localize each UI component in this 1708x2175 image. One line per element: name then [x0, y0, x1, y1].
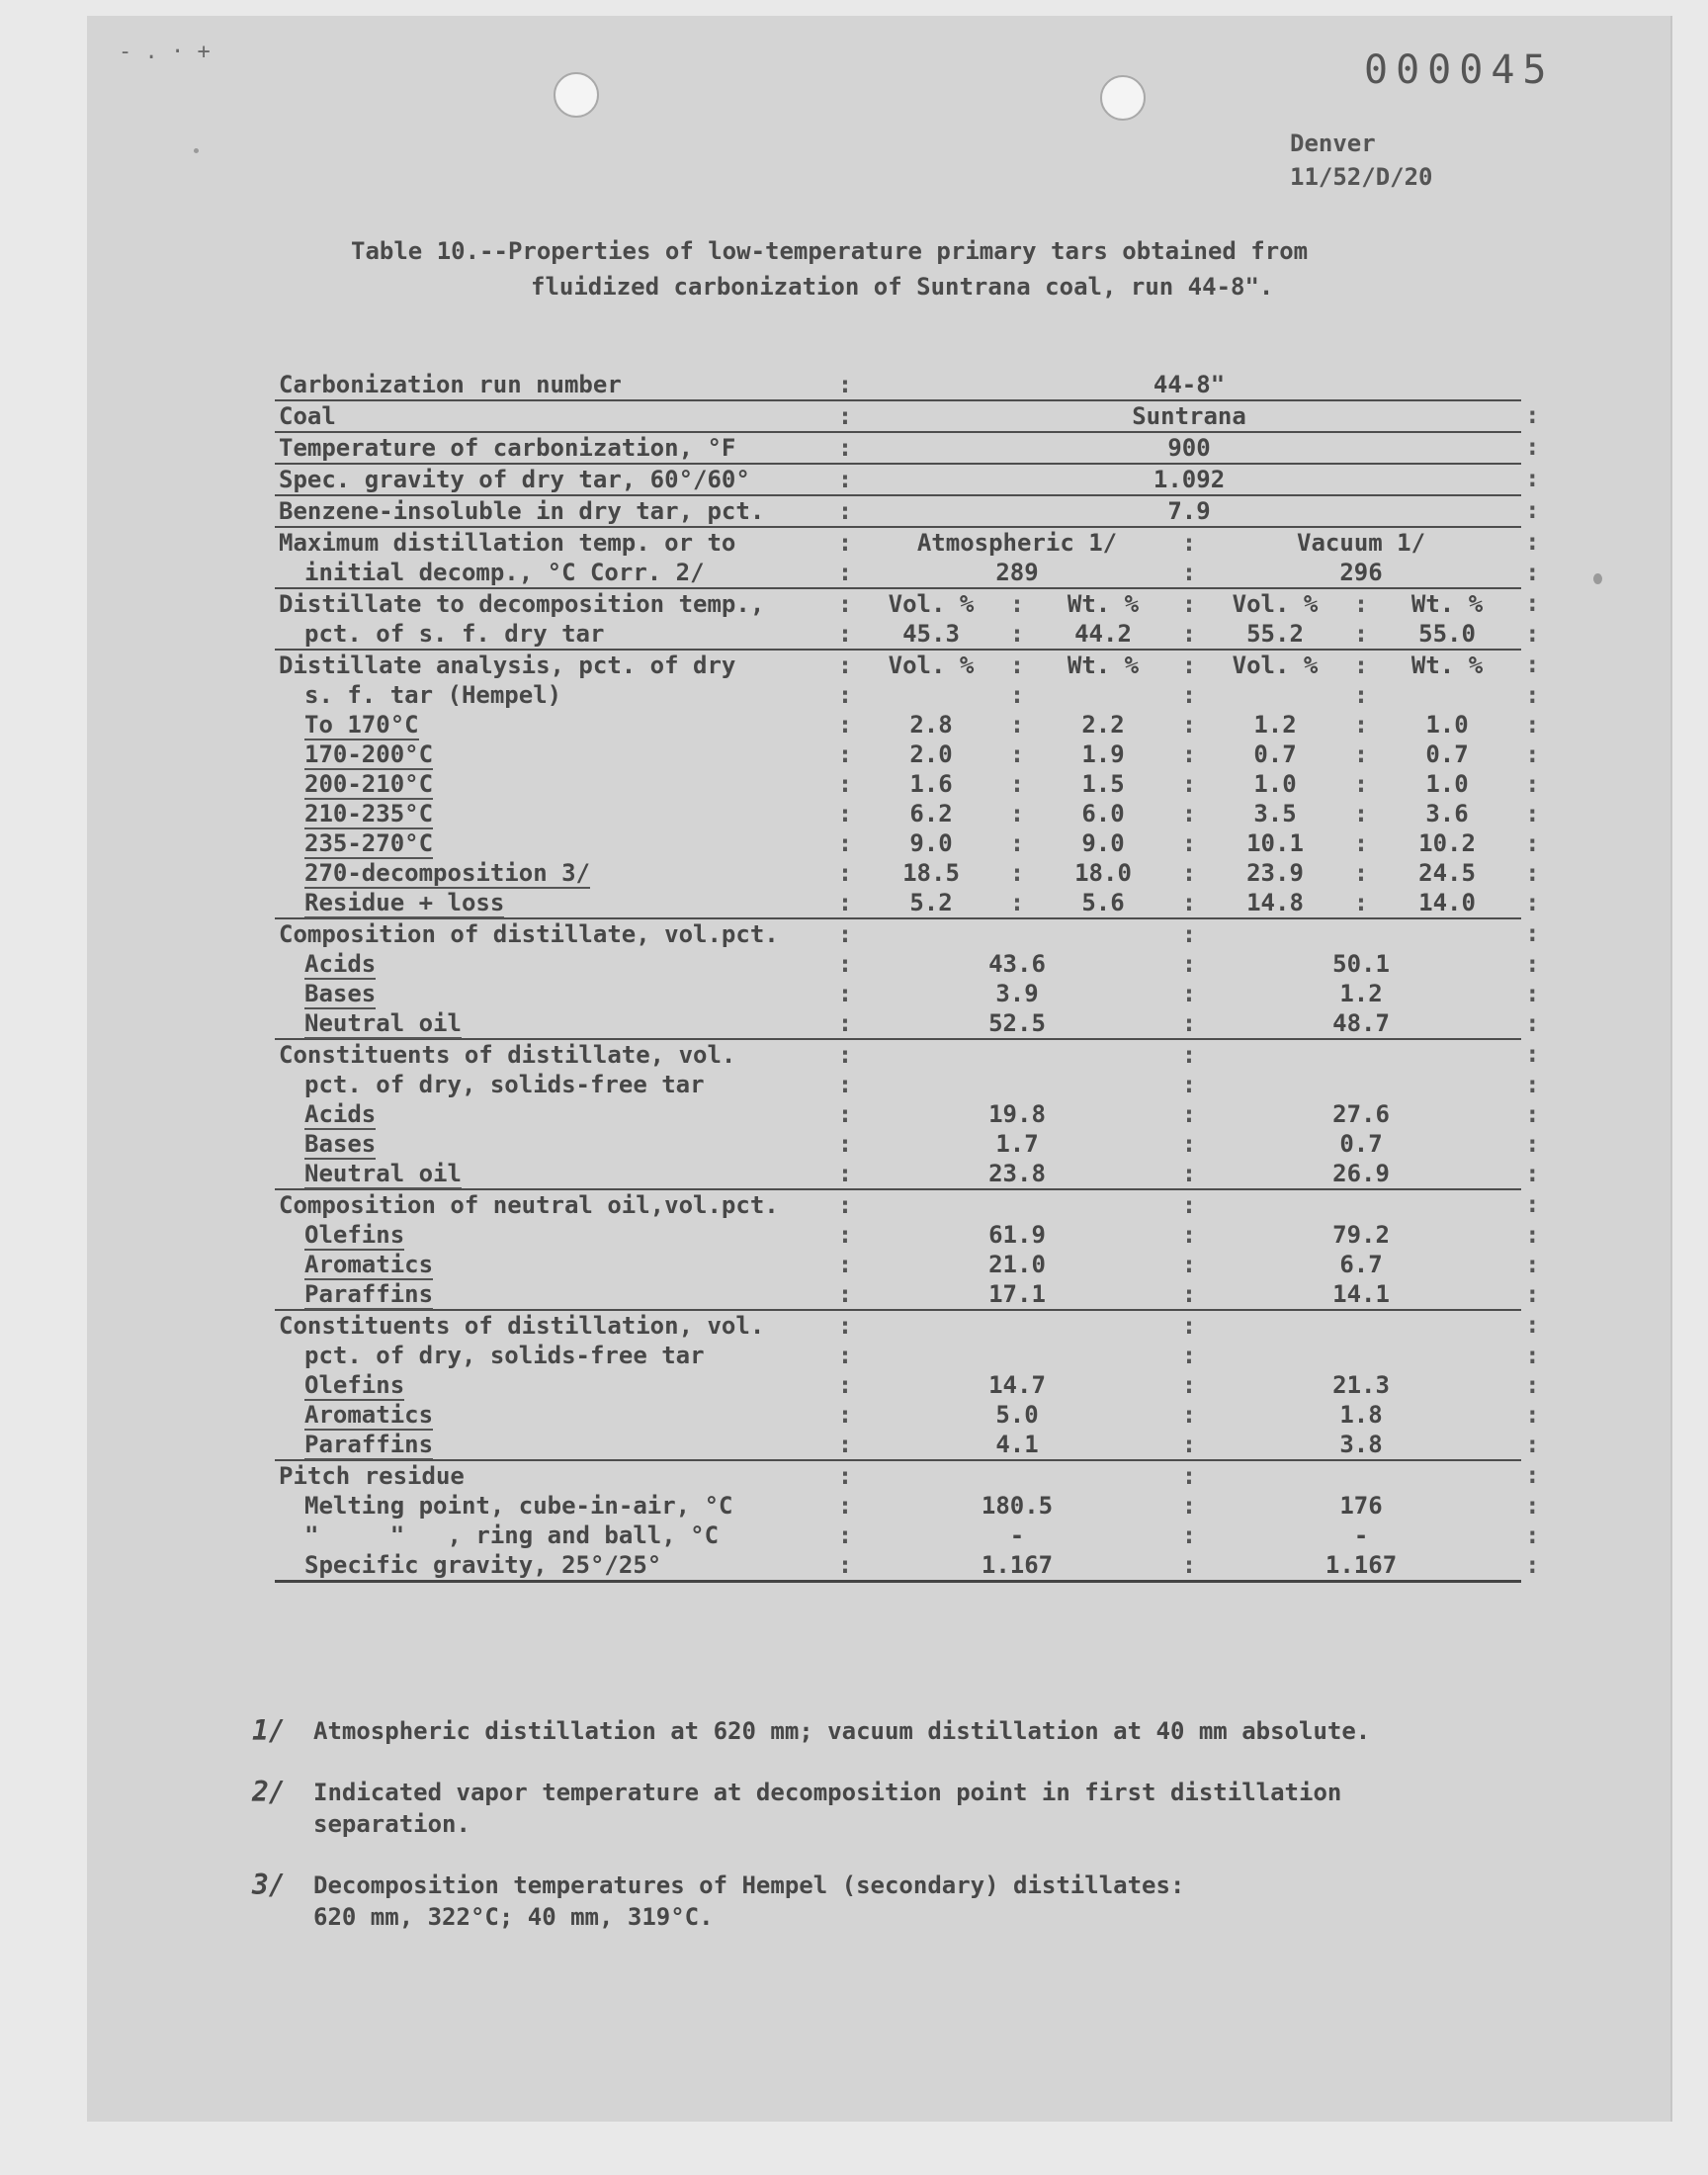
table-row: Melting point, cube-in-air, °C : 180.5 : 176 : [275, 1491, 1541, 1521]
cell-value: 1.9 [1081, 740, 1125, 768]
row-label: Spec. gravity of dry tar, 60°/60° [275, 464, 833, 495]
table-caption [351, 233, 1488, 304]
row-label: Distillate to decomposition temp., [279, 590, 765, 618]
cell-value: 48.7 [1201, 1008, 1521, 1039]
row-label: Distillate analysis, pct. of dry [279, 652, 736, 679]
table-row: Residue + loss : 5.2 : 5.6 : 14.8 : 14.0 : [275, 888, 1541, 918]
cell-value: 0.7 [1425, 740, 1469, 768]
footnote-text: Indicated vapor temperature at decomposition point in first distillation separation. [313, 1779, 1342, 1838]
table-row: 200-210°C : 1.6 : 1.5 : 1.0 : 1.0 : [275, 769, 1541, 799]
footnote-number: 3/ [252, 1869, 286, 1901]
row-label: Aromatics [304, 1251, 434, 1278]
table-row: Neutral oil : 52.5 : 48.7 : [275, 1008, 1541, 1039]
row-label: Temperature of carbonization, °F [275, 432, 833, 464]
cell-value: 23.9 [1246, 859, 1304, 887]
cell-value: 21.0 [988, 1251, 1046, 1278]
table-row: Benzene-insoluble in dry tar, pct. : 7.9 : [275, 495, 1541, 527]
cell-value: 24.5 [1418, 859, 1476, 887]
row-label: s. f. tar (Hempel) [304, 681, 562, 709]
cell-value: 43.6 [988, 950, 1046, 978]
table-row: Acids : 43.6 : 50.1 : [275, 949, 1541, 979]
cell-value: 19.8 [988, 1100, 1046, 1128]
row-value: 296 [1201, 558, 1521, 588]
row-label: Olefins [304, 1371, 405, 1399]
table-row: Spec. gravity of dry tar, 60°/60° : 1.092 : [275, 464, 1541, 495]
cell-value: 6.7 [1339, 1251, 1383, 1278]
table-row: Specific gravity, 25°/25° : 1.167 : 1.167 : [275, 1550, 1541, 1582]
row-label: Benzene-insoluble in dry tar, pct. [275, 495, 833, 527]
row-value: 289 [857, 558, 1177, 588]
cell-value: 17.1 [857, 1279, 1177, 1310]
caption-line-2: fluidized carbonization of Suntrana coal, run 44-8". [531, 273, 1274, 301]
cell-value: 1.2 [1253, 711, 1297, 739]
cell-value: 2.0 [909, 740, 953, 768]
section-label: Composition of neutral oil,vol.pct. [279, 1191, 779, 1219]
cell-value: 23.8 [857, 1159, 1177, 1189]
cell-value: 14.0 [1373, 888, 1521, 918]
properties-table [275, 370, 1541, 1583]
cell-value: 1.0 [1425, 770, 1469, 798]
row-label: Carbonization run number [275, 370, 833, 400]
footnote-text: Atmospheric distillation at 620 mm; vacuum distillation at 40 mm absolute. [313, 1717, 1371, 1745]
punch-hole [554, 72, 599, 118]
row-label: 200-210°C [304, 770, 434, 798]
cell-value: 2.8 [909, 711, 953, 739]
cell-value: 1.5 [1081, 770, 1125, 798]
column-header-vacuum: Vacuum 1/ [1297, 529, 1426, 557]
section-label: pct. of dry, solids-free tar [304, 1071, 705, 1098]
cell-value: 3.8 [1201, 1430, 1521, 1460]
cell-value: 6.2 [909, 800, 953, 827]
table-row: " " , ring and ball, °C : - : - : [275, 1521, 1541, 1550]
cell-value: 1.7 [995, 1130, 1039, 1158]
table-row: Distillate to decomposition temp., : Vol. % : Wt. % : Vol. % : Wt. % : [275, 588, 1541, 619]
cell-value: 10.2 [1418, 829, 1476, 857]
row-label: pct. of s. f. dry tar [275, 619, 833, 650]
cell-value: 79.2 [1332, 1221, 1390, 1249]
row-label: Neutral oil [275, 1008, 833, 1039]
table-row: Bases : 3.9 : 1.2 : [275, 979, 1541, 1008]
table-row: s. f. tar (Hempel) : : : : : [275, 680, 1541, 710]
cell-value: 27.6 [1332, 1100, 1390, 1128]
cell-value: 10.1 [1246, 829, 1304, 857]
footnote [252, 1870, 1537, 1933]
cell-value: 26.9 [1201, 1159, 1521, 1189]
table-row: 235-270°C : 9.0 : 9.0 : 10.1 : 10.2 : [275, 828, 1541, 858]
row-label: 270-decomposition 3/ [304, 859, 590, 887]
table-row: To 170°C : 2.8 : 2.2 : 1.2 : 1.0 : [275, 710, 1541, 740]
cell-value: 9.0 [1081, 829, 1125, 857]
cell-value: 14.1 [1201, 1279, 1521, 1310]
row-value: 44-8" [857, 370, 1521, 400]
table-row: Paraffins : 17.1 : 14.1 : [275, 1279, 1541, 1310]
section-label: pct. of dry, solids-free tar [304, 1342, 705, 1369]
table-row: Distillate analysis, pct. of dry : Vol. % : Wt. % : Vol. % : Wt. % : [275, 650, 1541, 680]
row-value: 7.9 [857, 495, 1521, 527]
row-label: To 170°C [304, 711, 419, 739]
section-label: Constituents of distillation, vol. [279, 1312, 765, 1340]
table-row: Carbonization run number : 44-8" [275, 370, 1541, 400]
row-label: 235-270°C [304, 829, 434, 857]
table-row: Coal : Suntrana : [275, 400, 1541, 432]
cell-value: 18.5 [902, 859, 960, 887]
cell-value: 3.5 [1253, 800, 1297, 827]
row-label: Melting point, cube-in-air, °C [304, 1492, 733, 1520]
table-row: pct. of dry, solids-free tar : : : [275, 1070, 1541, 1099]
cell-value: 0.7 [1253, 740, 1297, 768]
speck [194, 148, 199, 153]
footnote [252, 1715, 1537, 1747]
footnote-number: 2/ [252, 1776, 286, 1808]
cell-value: 5.6 [1029, 888, 1177, 918]
cell-value: 52.5 [857, 1008, 1177, 1039]
cell-value: 61.9 [988, 1221, 1046, 1249]
row-value: 900 [857, 432, 1521, 464]
footnote [252, 1777, 1537, 1840]
row-label: Bases [304, 980, 377, 1007]
cell-value: 14.7 [988, 1371, 1046, 1399]
cell-value: 4.1 [857, 1430, 1177, 1460]
cell-value: 5.2 [857, 888, 1005, 918]
row-label: initial decomp., °C Corr. 2/ [275, 558, 833, 588]
cell-value: 1.0 [1253, 770, 1297, 798]
cell-value: 3.6 [1425, 800, 1469, 827]
row-value: Suntrana [857, 400, 1521, 432]
cell-value: 9.0 [909, 829, 953, 857]
row-label: Bases [304, 1130, 377, 1158]
table-row: Olefins : 61.9 : 79.2 : [275, 1220, 1541, 1250]
table-row: Neutral oil : 23.8 : 26.9 : [275, 1159, 1541, 1189]
table-row: Composition of distillate, vol.pct. : : : [275, 918, 1541, 949]
cell-value: 21.3 [1332, 1371, 1390, 1399]
cell-value: 0.7 [1339, 1130, 1383, 1158]
cell-value: 2.2 [1081, 711, 1125, 739]
cell-value: 1.2 [1339, 980, 1383, 1007]
speck [1593, 573, 1602, 584]
row-label: Acids [304, 1100, 377, 1128]
table-row: Aromatics : 21.0 : 6.7 : [275, 1250, 1541, 1279]
column-header-atmospheric: Atmospheric 1/ [916, 529, 1118, 557]
row-label: Paraffins [275, 1430, 833, 1460]
table-row: Temperature of carbonization, °F : 900 : [275, 432, 1541, 464]
cell-value: 50.1 [1332, 950, 1390, 978]
table-row: Bases : 1.7 : 0.7 : [275, 1129, 1541, 1159]
table-row: Pitch residue : : : [275, 1460, 1541, 1491]
location-label: Denver [1290, 130, 1376, 157]
pencil-mark: - . · + [119, 40, 211, 64]
footnote-text: Decomposition temperatures of Hempel (secondary) distillates: 620 mm, 322°C; 40 mm, 319°C. [313, 1871, 1185, 1931]
row-label: Acids [304, 950, 377, 978]
table-row: Paraffins : 4.1 : 3.8 : [275, 1430, 1541, 1460]
section-label: Constituents of distillate, vol. [279, 1041, 736, 1069]
table-row: pct. of dry, solids-free tar : : : [275, 1341, 1541, 1370]
table-row: pct. of s. f. dry tar : 45.3 : 44.2 : 55.2 : 55.0 : [275, 619, 1541, 650]
punch-hole [1100, 75, 1146, 121]
cell-value: 1.6 [909, 770, 953, 798]
row-label: Residue + loss [275, 888, 833, 918]
row-label: Paraffins [275, 1279, 833, 1310]
footnotes [252, 1715, 1537, 1962]
row-value: 1.092 [857, 464, 1521, 495]
table-row: 270-decomposition 3/ : 18.5 : 18.0 : 23.9 : 24.5 : [275, 858, 1541, 888]
table-row: 170-200°C : 2.0 : 1.9 : 0.7 : 0.7 : [275, 740, 1541, 769]
row-label: Neutral oil [275, 1159, 833, 1189]
table-row: initial decomp., °C Corr. 2/ : 289 : 296 : [275, 558, 1541, 588]
row-label: " " , ring and ball, °C [304, 1522, 720, 1549]
cell-value: 18.0 [1074, 859, 1132, 887]
file-reference [1290, 127, 1433, 194]
cell-value: 1.8 [1339, 1401, 1383, 1429]
row-label: Maximum distillation temp. or to [279, 529, 736, 557]
row-label: Aromatics [304, 1401, 434, 1429]
caption-line-1: Table 10.--Properties of low-temperature primary tars obtained from [351, 237, 1309, 265]
row-label: 210-235°C [304, 800, 434, 827]
row-label: Olefins [304, 1221, 405, 1249]
table-row: Constituents of distillation, vol. : : : [275, 1310, 1541, 1341]
cell-value: 3.9 [995, 980, 1039, 1007]
cell-value: 1.0 [1425, 711, 1469, 739]
cell-value: 5.0 [995, 1401, 1039, 1429]
file-code: 11/52/D/20 [1290, 163, 1433, 191]
cell-value: 6.0 [1081, 800, 1125, 827]
section-label: Composition of distillate, vol.pct. [279, 920, 779, 948]
table-row: Olefins : 14.7 : 21.3 : [275, 1370, 1541, 1400]
table-row: 210-235°C : 6.2 : 6.0 : 3.5 : 3.6 : [275, 799, 1541, 828]
table-row: Maximum distillation temp. or to : Atmospheric 1/ : Vacuum 1/ : [275, 527, 1541, 558]
row-label: Coal [275, 400, 833, 432]
document-number: 000045 [1364, 47, 1555, 93]
row-label: 170-200°C [304, 740, 434, 768]
table-row: Acids : 19.8 : 27.6 : [275, 1099, 1541, 1129]
table-row: Composition of neutral oil,vol.pct. : : : [275, 1189, 1541, 1220]
table-row: Aromatics : 5.0 : 1.8 : [275, 1400, 1541, 1430]
row-label: Specific gravity, 25°/25° [275, 1550, 833, 1582]
footnote-number: 1/ [252, 1714, 286, 1747]
cell-value: 14.8 [1201, 888, 1349, 918]
row-label: Pitch residue [279, 1462, 465, 1490]
table-row: Constituents of distillate, vol. : : : [275, 1039, 1541, 1070]
